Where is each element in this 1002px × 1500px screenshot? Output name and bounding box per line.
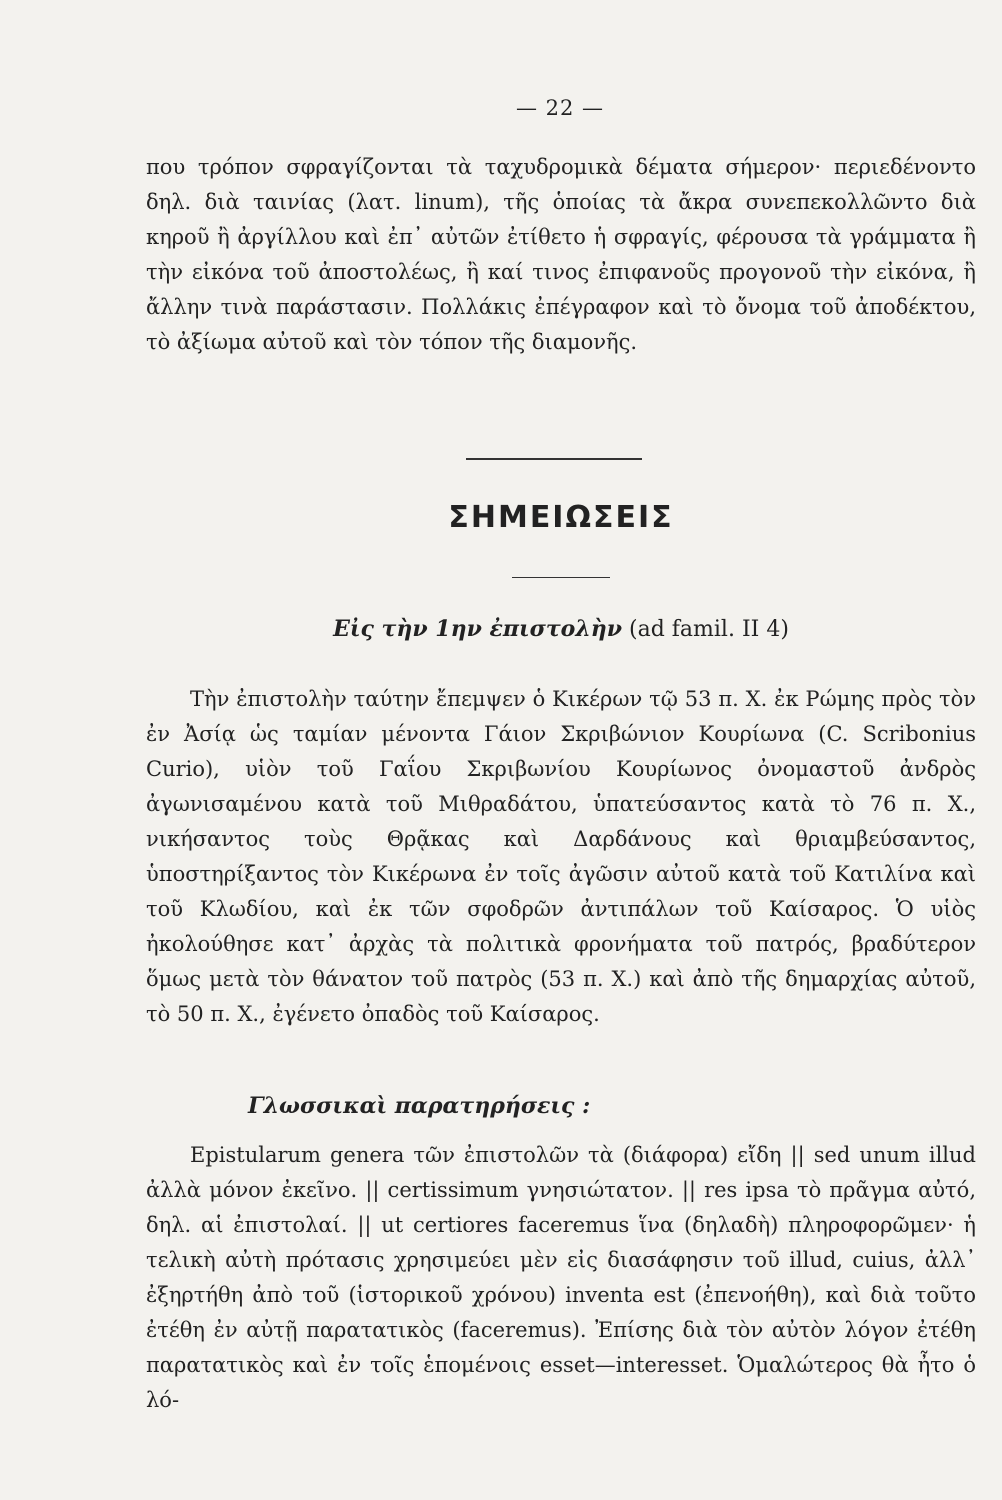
divider-rule-short: [512, 577, 610, 578]
letter-subtitle: [0, 616, 1002, 642]
section-heading: ΣΗΜΕΙΩΣΕΙΣ: [448, 500, 674, 535]
subtitle-reference: (ad famil. II 4): [622, 617, 789, 642]
linguistic-notes-title: Γλωσσικαὶ παρατηρήσεις :: [248, 1093, 591, 1119]
page-number: — 22 —: [515, 96, 605, 120]
divider-rule: [466, 458, 642, 460]
notes-paragraph: Τὴν ἐπιστολὴν ταύτην ἔπεμψεν ὁ Κικέρων τῷ 53 π. Χ. ἐκ Ρώμης πρὸς τὸν ἐν Ἀσίᾳ ὡς ταμίαν μένοντα Γάιον Σκριβώνιον Κουρίωνα (C. Scribonius Curio), υἱὸν τοῦ Γαΐου Σκριβωνίου Κουρίωνος ὀνομαστοῦ ἀνδρὸς ἀγωνισαμένου κατὰ τοῦ Μιθραδάτου, ὑπατεύσαντος κατὰ τὸ 76 π. Χ., νικήσαντος τοὺς Θρᾷκας καὶ Δαρδάνους καὶ θριαμβεύσαντος, ὑποστηρίξαντος τὸν Κικέρωνα ἐν τοῖς ἀγῶσιν αὐτοῦ κατὰ τοῦ Κατιλίνα καὶ τοῦ Κλωδίου, καὶ ἐκ τῶν σφοδρῶν ἀντιπάλων τοῦ Καίσαρος. Ὁ υἱὸς ἠκολούθησε κατ᾽ ἀρχὰς τὰ πολιτικὰ φρονήματα τοῦ πατρός, βραδύτερον ὅμως μετὰ τὸν θάνατον τοῦ πατρὸς (53 π. Χ.) καὶ ἀπὸ τῆς δημαρχίας αὐτοῦ, τὸ 50 π. Χ., ἐγένετο ὀπαδὸς τοῦ Καίσαρος.: [146, 687, 976, 1026]
subtitle-italic: Εἰς τὴν 1ην ἐπιστολὴν: [333, 616, 622, 642]
paragraph-continued: που τρόπον σφραγίζονται τὰ ταχυδρομικὰ δέματα σήμερον· περιεδένοντο δηλ. διὰ ταινίας (λατ. linum), τῆς ὁποίας τὰ ἄκρα συνεπεκολλῶντο διὰ κηροῦ ἢ ἀργίλλου καὶ ἐπ᾽ αὐτῶν ἐτίθετο ἡ σφραγίς, φέρουσα τὰ γράμματα ἢ τὴν εἰκόνα τοῦ ἀποστολέως, ἢ καί τινος ἐπιφανοῦς προγονοῦ τὴν εἰκόνα, ἢ ἄλλην τινὰ παράστασιν. Πολλάκις ἐπέγραφον καὶ τὸ ὄνομα τοῦ ἀποδέκτου, τὸ ἀξίωμα αὐτοῦ καὶ τὸν τόπον τῆς διαμονῆς.: [146, 155, 976, 354]
linguistic-notes-paragraph: Epistularum genera τῶν ἐπιστολῶν τὰ (διάφορα) εἴδη || sed unum illud ἀλλὰ μόνον ἐκεῖνο. || certissimum γνησιώτατον. || res ipsa τὸ πρᾶγμα αὐτό, δηλ. αἱ ἐπιστολαί. || ut certiores faceremus ἵνα (δηλαδὴ) πληροφορῶμεν· ἡ τελικὴ αὐτὴ πρότασις χρησιμεύει μὲν εἰς διασάφησιν τοῦ illud, cuius, ἀλλ᾽ ἐξηρτήθη ἀπὸ τοῦ (ἱστορικοῦ χρόνου) inventa est (ἐπενοήθη), καὶ διὰ τοῦτο ἐτέθη ἐν αὐτῇ παρατατικὸς (faceremus). Ἐπίσης διὰ τὸν αὐτὸν λόγον ἐτέθη παρατατικὸς καὶ ἐν τοῖς ἑπομένοις esset—interesset. Ὁμαλώτερος θὰ ἦτο ὁ λό-: [146, 1143, 976, 1412]
